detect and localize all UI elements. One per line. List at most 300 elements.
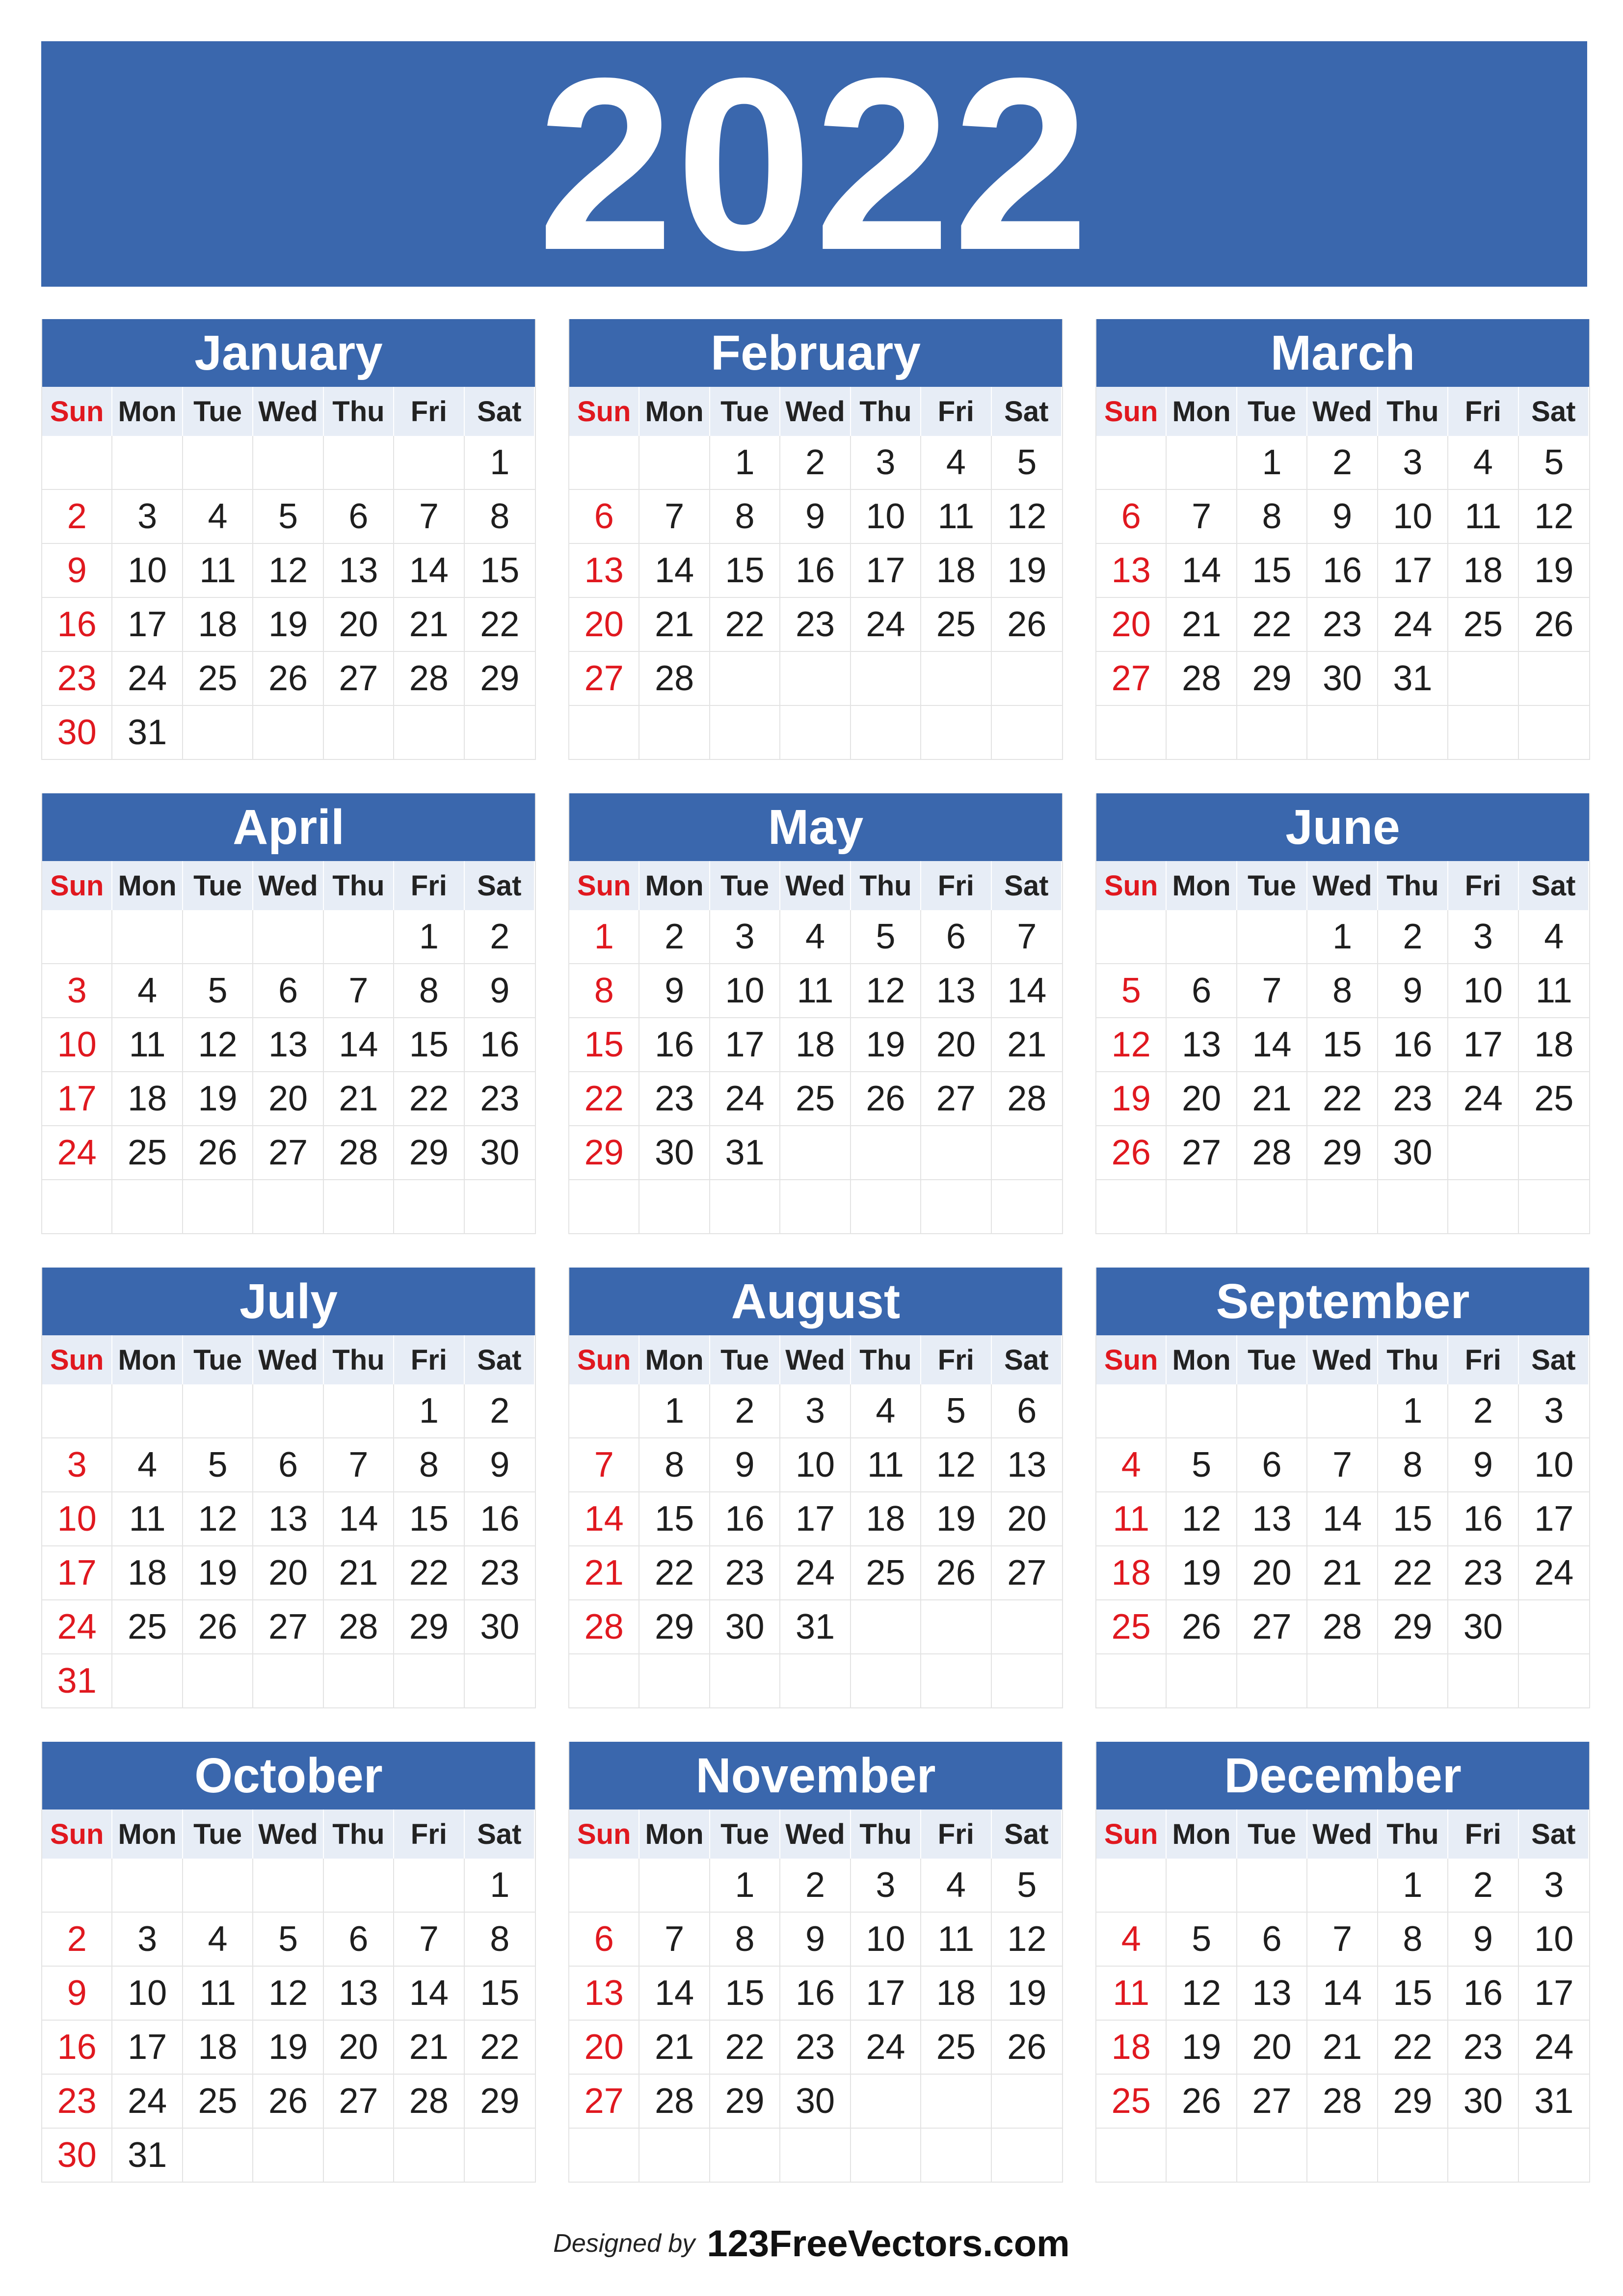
day-cell: 21 [324, 1072, 394, 1126]
day-cell: 2 [42, 490, 112, 544]
day-cell: 31 [42, 1654, 112, 1708]
day-cell: 14 [1237, 1018, 1307, 1072]
day-cell: 19 [1519, 544, 1589, 598]
day-cell: 10 [1448, 964, 1518, 1018]
empty-day-cell [253, 1859, 323, 1913]
month-november [568, 1742, 1063, 2183]
day-cell: 13 [1167, 1018, 1237, 1072]
day-cell: 29 [639, 1600, 710, 1654]
weekday-label: Mon [1167, 1335, 1237, 1384]
day-cell: 28 [569, 1600, 639, 1654]
days-grid [42, 1384, 535, 1708]
weekday-label: Thu [851, 1810, 921, 1859]
month-july [41, 1268, 536, 1708]
weekday-label: Sun [42, 1810, 112, 1859]
day-cell: 24 [780, 1546, 851, 1600]
day-cell: 30 [710, 1600, 780, 1654]
empty-day-cell [253, 706, 323, 760]
empty-day-cell [1167, 910, 1237, 964]
day-cell: 19 [1167, 1546, 1237, 1600]
day-cell: 30 [780, 2075, 851, 2129]
day-cell: 14 [639, 1967, 710, 2021]
day-cell: 1 [1237, 436, 1307, 490]
empty-day-cell [992, 1600, 1062, 1654]
empty-day-cell [1237, 1859, 1307, 1913]
day-cell: 15 [1378, 1967, 1448, 2021]
empty-day-cell [1378, 1654, 1448, 1708]
day-cell: 1 [394, 910, 464, 964]
empty-day-cell [639, 2129, 710, 2183]
empty-day-cell [780, 1654, 851, 1708]
weekday-label: Sun [569, 1335, 639, 1384]
weekday-label: Fri [1448, 861, 1518, 910]
empty-day-cell [1519, 706, 1589, 760]
day-cell: 18 [112, 1072, 183, 1126]
day-cell: 24 [112, 2075, 183, 2129]
day-cell: 8 [569, 964, 639, 1018]
day-cell: 20 [921, 1018, 991, 1072]
day-cell: 15 [394, 1492, 464, 1546]
day-cell: 25 [183, 652, 253, 706]
empty-day-cell [253, 1384, 323, 1438]
day-cell: 20 [253, 1072, 323, 1126]
month-october [41, 1742, 536, 2183]
year-banner [41, 27, 1587, 301]
weekday-label: Sat [1519, 387, 1589, 436]
empty-day-cell [324, 1180, 394, 1234]
empty-day-cell [710, 2129, 780, 2183]
weekday-label: Thu [324, 1810, 394, 1859]
empty-day-cell [639, 1654, 710, 1708]
month-december [1095, 1742, 1590, 2183]
day-cell: 22 [394, 1546, 464, 1600]
weekday-label: Tue [1237, 1810, 1307, 1859]
day-cell: 4 [1096, 1438, 1167, 1492]
day-cell: 1 [710, 1859, 780, 1913]
weekday-label: Wed [780, 861, 851, 910]
day-cell: 23 [1307, 598, 1378, 652]
weekday-label: Wed [780, 1810, 851, 1859]
day-cell: 14 [324, 1492, 394, 1546]
empty-day-cell [42, 1384, 112, 1438]
day-cell: 11 [780, 964, 851, 1018]
weekday-label: Thu [1378, 1335, 1448, 1384]
month-title: May [569, 793, 1062, 861]
empty-day-cell [253, 1654, 323, 1708]
day-cell: 15 [710, 1967, 780, 2021]
weekday-label: Sat [992, 1810, 1062, 1859]
day-cell: 8 [1237, 490, 1307, 544]
day-cell: 24 [851, 598, 921, 652]
day-cell: 27 [324, 652, 394, 706]
day-cell: 27 [1237, 1600, 1307, 1654]
day-cell: 3 [851, 1859, 921, 1913]
day-cell: 16 [639, 1018, 710, 1072]
month-january [41, 319, 536, 760]
empty-day-cell [1307, 1180, 1378, 1234]
day-cell: 19 [921, 1492, 991, 1546]
weekday-label: Sat [465, 1335, 535, 1384]
day-cell: 5 [253, 1913, 323, 1967]
month-title: August [569, 1268, 1062, 1335]
day-cell: 30 [1448, 1600, 1518, 1654]
day-cell: 6 [324, 1913, 394, 1967]
day-cell: 6 [992, 1384, 1062, 1438]
day-cell: 26 [183, 1126, 253, 1180]
day-cell: 10 [112, 1967, 183, 2021]
day-cell: 28 [324, 1600, 394, 1654]
empty-day-cell [183, 2129, 253, 2183]
empty-day-cell [1307, 1859, 1378, 1913]
day-cell: 19 [183, 1072, 253, 1126]
weekday-label: Mon [112, 1335, 183, 1384]
day-cell: 31 [780, 1600, 851, 1654]
day-cell: 7 [324, 1438, 394, 1492]
day-cell: 16 [1448, 1492, 1518, 1546]
day-cell: 2 [1378, 910, 1448, 964]
weekday-label: Mon [112, 387, 183, 436]
day-cell: 10 [710, 964, 780, 1018]
empty-day-cell [780, 706, 851, 760]
empty-day-cell [569, 2129, 639, 2183]
day-cell: 16 [1378, 1018, 1448, 1072]
empty-day-cell [1237, 2129, 1307, 2183]
day-cell: 21 [639, 2021, 710, 2075]
day-cell: 11 [112, 1492, 183, 1546]
day-cell: 26 [851, 1072, 921, 1126]
day-cell: 24 [112, 652, 183, 706]
day-cell: 21 [1307, 2021, 1378, 2075]
day-cell: 9 [1378, 964, 1448, 1018]
weekday-header-row [1096, 861, 1589, 910]
empty-day-cell [183, 1654, 253, 1708]
day-cell: 13 [569, 1967, 639, 2021]
day-cell: 9 [42, 544, 112, 598]
weekday-label: Sun [1096, 387, 1167, 436]
empty-day-cell [1167, 436, 1237, 490]
day-cell: 28 [324, 1126, 394, 1180]
day-cell: 10 [851, 490, 921, 544]
day-cell: 5 [921, 1384, 991, 1438]
day-cell: 3 [1519, 1859, 1589, 1913]
day-cell: 14 [569, 1492, 639, 1546]
day-cell: 30 [1307, 652, 1378, 706]
empty-day-cell [324, 436, 394, 490]
empty-day-cell [1237, 706, 1307, 760]
day-cell: 28 [1307, 2075, 1378, 2129]
day-cell: 14 [394, 1967, 464, 2021]
day-cell: 25 [1096, 1600, 1167, 1654]
day-cell: 9 [42, 1967, 112, 2021]
day-cell: 30 [639, 1126, 710, 1180]
weekday-label: Tue [710, 861, 780, 910]
day-cell: 22 [710, 2021, 780, 2075]
empty-day-cell [253, 436, 323, 490]
weekday-header-row [1096, 1810, 1589, 1859]
empty-day-cell [851, 706, 921, 760]
empty-day-cell [710, 1654, 780, 1708]
day-cell: 13 [569, 544, 639, 598]
weekday-header-row [1096, 387, 1589, 436]
day-cell: 6 [1096, 490, 1167, 544]
empty-day-cell [253, 2129, 323, 2183]
empty-day-cell [324, 910, 394, 964]
day-cell: 13 [1237, 1967, 1307, 2021]
day-cell: 27 [1167, 1126, 1237, 1180]
day-cell: 29 [710, 2075, 780, 2129]
empty-day-cell [851, 2129, 921, 2183]
day-cell: 6 [569, 1913, 639, 1967]
month-title: December [1096, 1742, 1589, 1810]
empty-day-cell [1096, 706, 1167, 760]
day-cell: 31 [1378, 652, 1448, 706]
day-cell: 3 [112, 490, 183, 544]
weekday-label: Sat [992, 1335, 1062, 1384]
day-cell: 19 [992, 1967, 1062, 2021]
day-cell: 7 [992, 910, 1062, 964]
weekday-label: Thu [324, 1335, 394, 1384]
month-september [1095, 1268, 1590, 1708]
day-cell: 21 [394, 2021, 464, 2075]
day-cell: 11 [183, 544, 253, 598]
day-cell: 17 [1519, 1967, 1589, 2021]
day-cell: 11 [921, 490, 991, 544]
month-title: November [569, 1742, 1062, 1810]
empty-day-cell [1096, 910, 1167, 964]
empty-day-cell [394, 2129, 464, 2183]
day-cell: 25 [851, 1546, 921, 1600]
day-cell: 15 [394, 1018, 464, 1072]
empty-day-cell [921, 1654, 991, 1708]
empty-day-cell [1237, 1654, 1307, 1708]
day-cell: 26 [1519, 598, 1589, 652]
day-cell: 29 [394, 1126, 464, 1180]
day-cell: 10 [42, 1018, 112, 1072]
day-cell: 19 [253, 598, 323, 652]
weekday-label: Sat [465, 1810, 535, 1859]
weekday-label: Mon [1167, 861, 1237, 910]
day-cell: 12 [183, 1018, 253, 1072]
day-cell: 27 [992, 1546, 1062, 1600]
day-cell: 30 [42, 706, 112, 760]
day-cell: 23 [42, 2075, 112, 2129]
day-cell: 12 [1167, 1492, 1237, 1546]
empty-day-cell [324, 1859, 394, 1913]
day-cell: 5 [183, 1438, 253, 1492]
day-cell: 2 [710, 1384, 780, 1438]
empty-day-cell [1096, 436, 1167, 490]
day-cell: 12 [1519, 490, 1589, 544]
day-cell: 1 [1378, 1384, 1448, 1438]
empty-day-cell [112, 910, 183, 964]
day-cell: 12 [992, 1913, 1062, 1967]
day-cell: 28 [639, 652, 710, 706]
day-cell: 7 [639, 490, 710, 544]
weekday-label: Mon [639, 861, 710, 910]
day-cell: 6 [569, 490, 639, 544]
weekday-label: Sun [569, 1810, 639, 1859]
weekday-label: Thu [851, 1335, 921, 1384]
days-grid [1096, 1859, 1589, 2183]
weekday-header-row [569, 1810, 1062, 1859]
weekday-label: Tue [183, 387, 253, 436]
weekday-label: Wed [1307, 387, 1378, 436]
day-cell: 3 [1448, 910, 1518, 964]
empty-day-cell [1237, 1180, 1307, 1234]
day-cell: 2 [42, 1913, 112, 1967]
weekday-label: Fri [921, 1335, 991, 1384]
weekday-label: Thu [324, 387, 394, 436]
empty-day-cell [639, 1859, 710, 1913]
weekday-label: Wed [253, 1810, 323, 1859]
weekday-label: Sat [465, 861, 535, 910]
day-cell: 15 [465, 544, 535, 598]
day-cell: 17 [112, 598, 183, 652]
day-cell: 12 [183, 1492, 253, 1546]
month-april [41, 793, 536, 1234]
day-cell: 11 [1096, 1967, 1167, 2021]
day-cell: 2 [1307, 436, 1378, 490]
day-cell: 24 [1448, 1072, 1518, 1126]
day-cell: 27 [569, 2075, 639, 2129]
day-cell: 6 [1237, 1913, 1307, 1967]
day-cell: 26 [253, 2075, 323, 2129]
day-cell: 21 [1237, 1072, 1307, 1126]
day-cell: 21 [992, 1018, 1062, 1072]
footer-brand: 123FreeVectors.com [707, 2222, 1070, 2265]
weekday-label: Fri [921, 861, 991, 910]
month-march [1095, 319, 1590, 760]
empty-day-cell [183, 1384, 253, 1438]
weekday-label: Tue [1237, 387, 1307, 436]
day-cell: 6 [1167, 964, 1237, 1018]
weekday-label: Mon [639, 387, 710, 436]
day-cell: 23 [780, 598, 851, 652]
day-cell: 14 [1307, 1967, 1378, 2021]
weekday-header-row [569, 1335, 1062, 1384]
day-cell: 3 [42, 1438, 112, 1492]
day-cell: 9 [1448, 1438, 1518, 1492]
empty-day-cell [1307, 2129, 1378, 2183]
day-cell: 13 [253, 1492, 323, 1546]
weekday-label: Wed [1307, 1810, 1378, 1859]
month-title: September [1096, 1268, 1589, 1335]
day-cell: 7 [1307, 1913, 1378, 1967]
empty-day-cell [1096, 1654, 1167, 1708]
day-cell: 27 [253, 1126, 323, 1180]
day-cell: 18 [851, 1492, 921, 1546]
empty-day-cell [992, 1654, 1062, 1708]
day-cell: 9 [780, 490, 851, 544]
day-cell: 29 [1378, 1600, 1448, 1654]
weekday-header-row [1096, 1335, 1589, 1384]
day-cell: 23 [465, 1546, 535, 1600]
empty-day-cell [569, 1654, 639, 1708]
empty-day-cell [394, 1180, 464, 1234]
empty-day-cell [465, 706, 535, 760]
day-cell: 8 [1307, 964, 1378, 1018]
empty-day-cell [851, 1126, 921, 1180]
day-cell: 1 [569, 910, 639, 964]
empty-day-cell [992, 652, 1062, 706]
day-cell: 13 [1237, 1492, 1307, 1546]
weekday-label: Mon [1167, 1810, 1237, 1859]
month-title: January [42, 319, 535, 387]
empty-day-cell [780, 652, 851, 706]
day-cell: 1 [465, 436, 535, 490]
day-cell: 7 [1167, 490, 1237, 544]
weekday-label: Mon [1167, 387, 1237, 436]
month-title: February [569, 319, 1062, 387]
day-cell: 6 [1237, 1438, 1307, 1492]
weekday-label: Wed [253, 861, 323, 910]
day-cell: 26 [992, 2021, 1062, 2075]
day-cell: 14 [639, 544, 710, 598]
day-cell: 5 [992, 1859, 1062, 1913]
footer [0, 2216, 1623, 2270]
day-cell: 13 [324, 1967, 394, 2021]
weekday-label: Fri [1448, 1810, 1518, 1859]
day-cell: 29 [465, 652, 535, 706]
day-cell: 30 [1378, 1126, 1448, 1180]
empty-day-cell [851, 1654, 921, 1708]
day-cell: 5 [253, 490, 323, 544]
day-cell: 16 [42, 598, 112, 652]
day-cell: 2 [780, 1859, 851, 1913]
days-grid [1096, 436, 1589, 760]
day-cell: 21 [1167, 598, 1237, 652]
day-cell: 25 [780, 1072, 851, 1126]
empty-day-cell [921, 706, 991, 760]
day-cell: 14 [1167, 544, 1237, 598]
day-cell: 3 [1519, 1384, 1589, 1438]
day-cell: 17 [851, 1967, 921, 2021]
empty-day-cell [465, 1654, 535, 1708]
days-grid [569, 910, 1062, 1234]
day-cell: 3 [1378, 436, 1448, 490]
day-cell: 4 [1448, 436, 1518, 490]
day-cell: 7 [394, 490, 464, 544]
day-cell: 9 [710, 1438, 780, 1492]
empty-day-cell [183, 910, 253, 964]
day-cell: 30 [1448, 2075, 1518, 2129]
weekday-header-row [569, 387, 1062, 436]
empty-day-cell [42, 436, 112, 490]
day-cell: 28 [394, 2075, 464, 2129]
day-cell: 20 [569, 2021, 639, 2075]
day-cell: 25 [112, 1600, 183, 1654]
day-cell: 20 [324, 598, 394, 652]
day-cell: 31 [112, 2129, 183, 2183]
weekday-header-row [42, 1810, 535, 1859]
day-cell: 16 [1307, 544, 1378, 598]
empty-day-cell [851, 652, 921, 706]
day-cell: 17 [851, 544, 921, 598]
day-cell: 24 [42, 1126, 112, 1180]
day-cell: 1 [1307, 910, 1378, 964]
days-grid [42, 436, 535, 760]
day-cell: 8 [639, 1438, 710, 1492]
empty-day-cell [112, 1384, 183, 1438]
day-cell: 5 [1167, 1913, 1237, 1967]
days-grid [1096, 1384, 1589, 1708]
day-cell: 12 [992, 490, 1062, 544]
day-cell: 23 [639, 1072, 710, 1126]
day-cell: 5 [851, 910, 921, 964]
weekday-label: Sun [569, 387, 639, 436]
day-cell: 26 [1167, 1600, 1237, 1654]
empty-day-cell [921, 1126, 991, 1180]
